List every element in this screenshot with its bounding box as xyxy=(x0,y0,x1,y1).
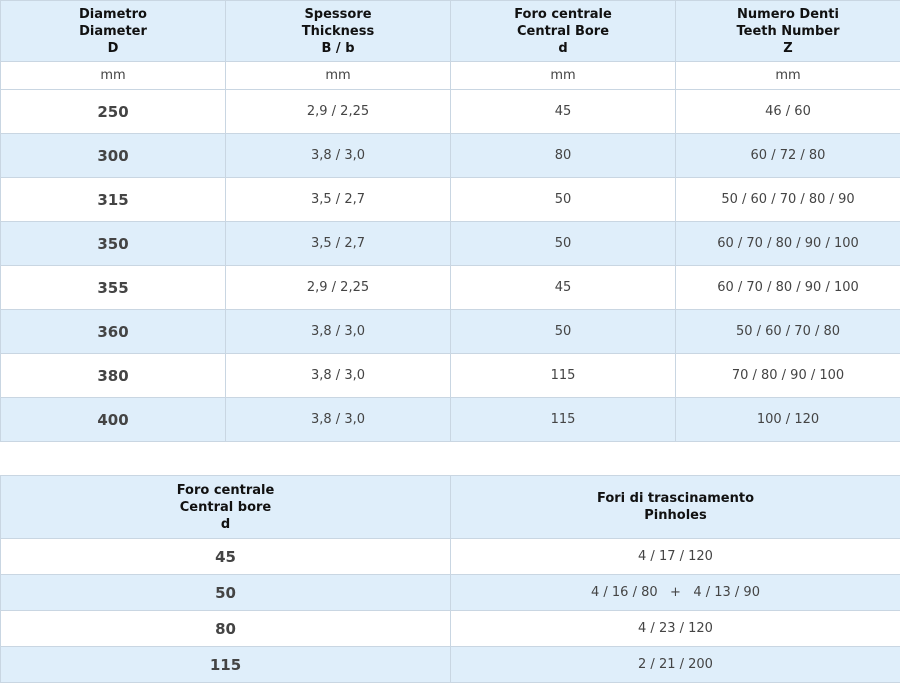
unit-cell: mm xyxy=(1,62,226,90)
teeth-cell: 70 / 80 / 90 / 100 xyxy=(676,354,900,398)
diameter-cell: 400 xyxy=(1,398,226,442)
header-bore-en: Central bore xyxy=(179,499,272,515)
table-row xyxy=(1,398,900,442)
header-bore-it: Foro centrale xyxy=(514,6,612,22)
table-row xyxy=(1,539,900,575)
pinholes-cell: 4 / 17 / 120 xyxy=(451,539,900,575)
unit-cell: mm xyxy=(226,62,451,90)
pinholes-cell: 4 / 16 / 80 + 4 / 13 / 90 xyxy=(451,575,900,611)
table-row xyxy=(1,647,900,683)
bore-cell: 115 xyxy=(1,647,451,683)
table-row xyxy=(1,266,900,310)
table-row xyxy=(1,354,900,398)
bore-cell: 45 xyxy=(1,539,451,575)
table2-header-row xyxy=(1,476,900,539)
table-row xyxy=(1,222,900,266)
diameter-cell: 315 xyxy=(1,178,226,222)
table-row xyxy=(1,90,900,134)
header-pinholes-en: Pinholes xyxy=(644,508,707,523)
teeth-cell: 60 / 70 / 80 / 90 / 100 xyxy=(676,222,900,266)
thickness-cell: 3,5 / 2,7 xyxy=(226,222,451,266)
unit-cell: mm xyxy=(676,62,900,90)
header-thickness-symbol: B / b xyxy=(321,40,355,56)
header-diameter xyxy=(1,1,226,62)
header-central-bore xyxy=(451,1,676,62)
teeth-cell: 46 / 60 xyxy=(676,90,900,134)
bore-cell: 50 xyxy=(1,575,451,611)
table-row xyxy=(1,611,900,647)
table1-units-row xyxy=(1,62,900,90)
header-teeth-it: Numero Denti xyxy=(737,6,839,22)
teeth-cell: 50 / 60 / 70 / 80 / 90 xyxy=(676,178,900,222)
header-diameter-en: Diameter xyxy=(79,23,147,39)
teeth-cell: 60 / 70 / 80 / 90 / 100 xyxy=(676,266,900,310)
diameter-cell: 380 xyxy=(1,354,226,398)
header-pinholes-it: Fori di trascinamento xyxy=(596,491,755,506)
bore-cell: 45 xyxy=(451,266,676,310)
header-bore-it: Foro centrale xyxy=(176,482,275,498)
diameter-cell: 360 xyxy=(1,310,226,354)
header-teeth-symbol: Z xyxy=(783,40,793,56)
thickness-cell: 3,8 / 3,0 xyxy=(226,310,451,354)
bore-cell: 80 xyxy=(1,611,451,647)
header-bore-symbol: d xyxy=(220,516,231,532)
thickness-cell: 2,9 / 2,25 xyxy=(226,90,451,134)
header-diameter-symbol: D xyxy=(107,40,119,56)
pinholes-cell: 4 / 23 / 120 xyxy=(451,611,900,647)
teeth-cell: 100 / 120 xyxy=(676,398,900,442)
diameter-cell: 250 xyxy=(1,90,226,134)
table-row xyxy=(1,575,900,611)
thickness-cell: 3,8 / 3,0 xyxy=(226,134,451,178)
header-diameter-it: Diametro xyxy=(79,6,147,22)
header-teeth-number xyxy=(676,1,900,62)
header-bore-en: Central Bore xyxy=(516,23,610,39)
header-thickness xyxy=(226,1,451,62)
table1-header-row xyxy=(1,1,900,62)
unit-cell: mm xyxy=(451,62,676,90)
bore-cell: 115 xyxy=(451,398,676,442)
pinholes-cell: 2 / 21 / 200 xyxy=(451,647,900,683)
thickness-cell: 3,8 / 3,0 xyxy=(226,354,451,398)
thickness-cell: 3,5 / 2,7 xyxy=(226,178,451,222)
bore-cell: 80 xyxy=(451,134,676,178)
bore-cell: 115 xyxy=(451,354,676,398)
header-teeth-en: Teeth Number xyxy=(736,23,840,39)
header-bore-symbol: d xyxy=(558,40,568,56)
bore-cell: 50 xyxy=(451,222,676,266)
diameter-cell: 350 xyxy=(1,222,226,266)
diameter-cell: 300 xyxy=(1,134,226,178)
header-thickness-en: Thickness xyxy=(301,23,375,39)
table-row xyxy=(1,134,900,178)
teeth-cell: 50 / 60 / 70 / 80 xyxy=(676,310,900,354)
bore-cell: 50 xyxy=(451,310,676,354)
thickness-cell: 3,8 / 3,0 xyxy=(226,398,451,442)
table-row xyxy=(1,310,900,354)
table-row xyxy=(1,178,900,222)
header-pinholes xyxy=(451,476,900,539)
bore-cell: 50 xyxy=(451,178,676,222)
bore-cell: 45 xyxy=(451,90,676,134)
diameter-cell: 355 xyxy=(1,266,226,310)
teeth-cell: 60 / 72 / 80 xyxy=(676,134,900,178)
header-thickness-it: Spessore xyxy=(304,6,372,22)
header-central-bore xyxy=(1,476,451,539)
thickness-cell: 2,9 / 2,25 xyxy=(226,266,451,310)
pinholes-table xyxy=(0,475,900,683)
